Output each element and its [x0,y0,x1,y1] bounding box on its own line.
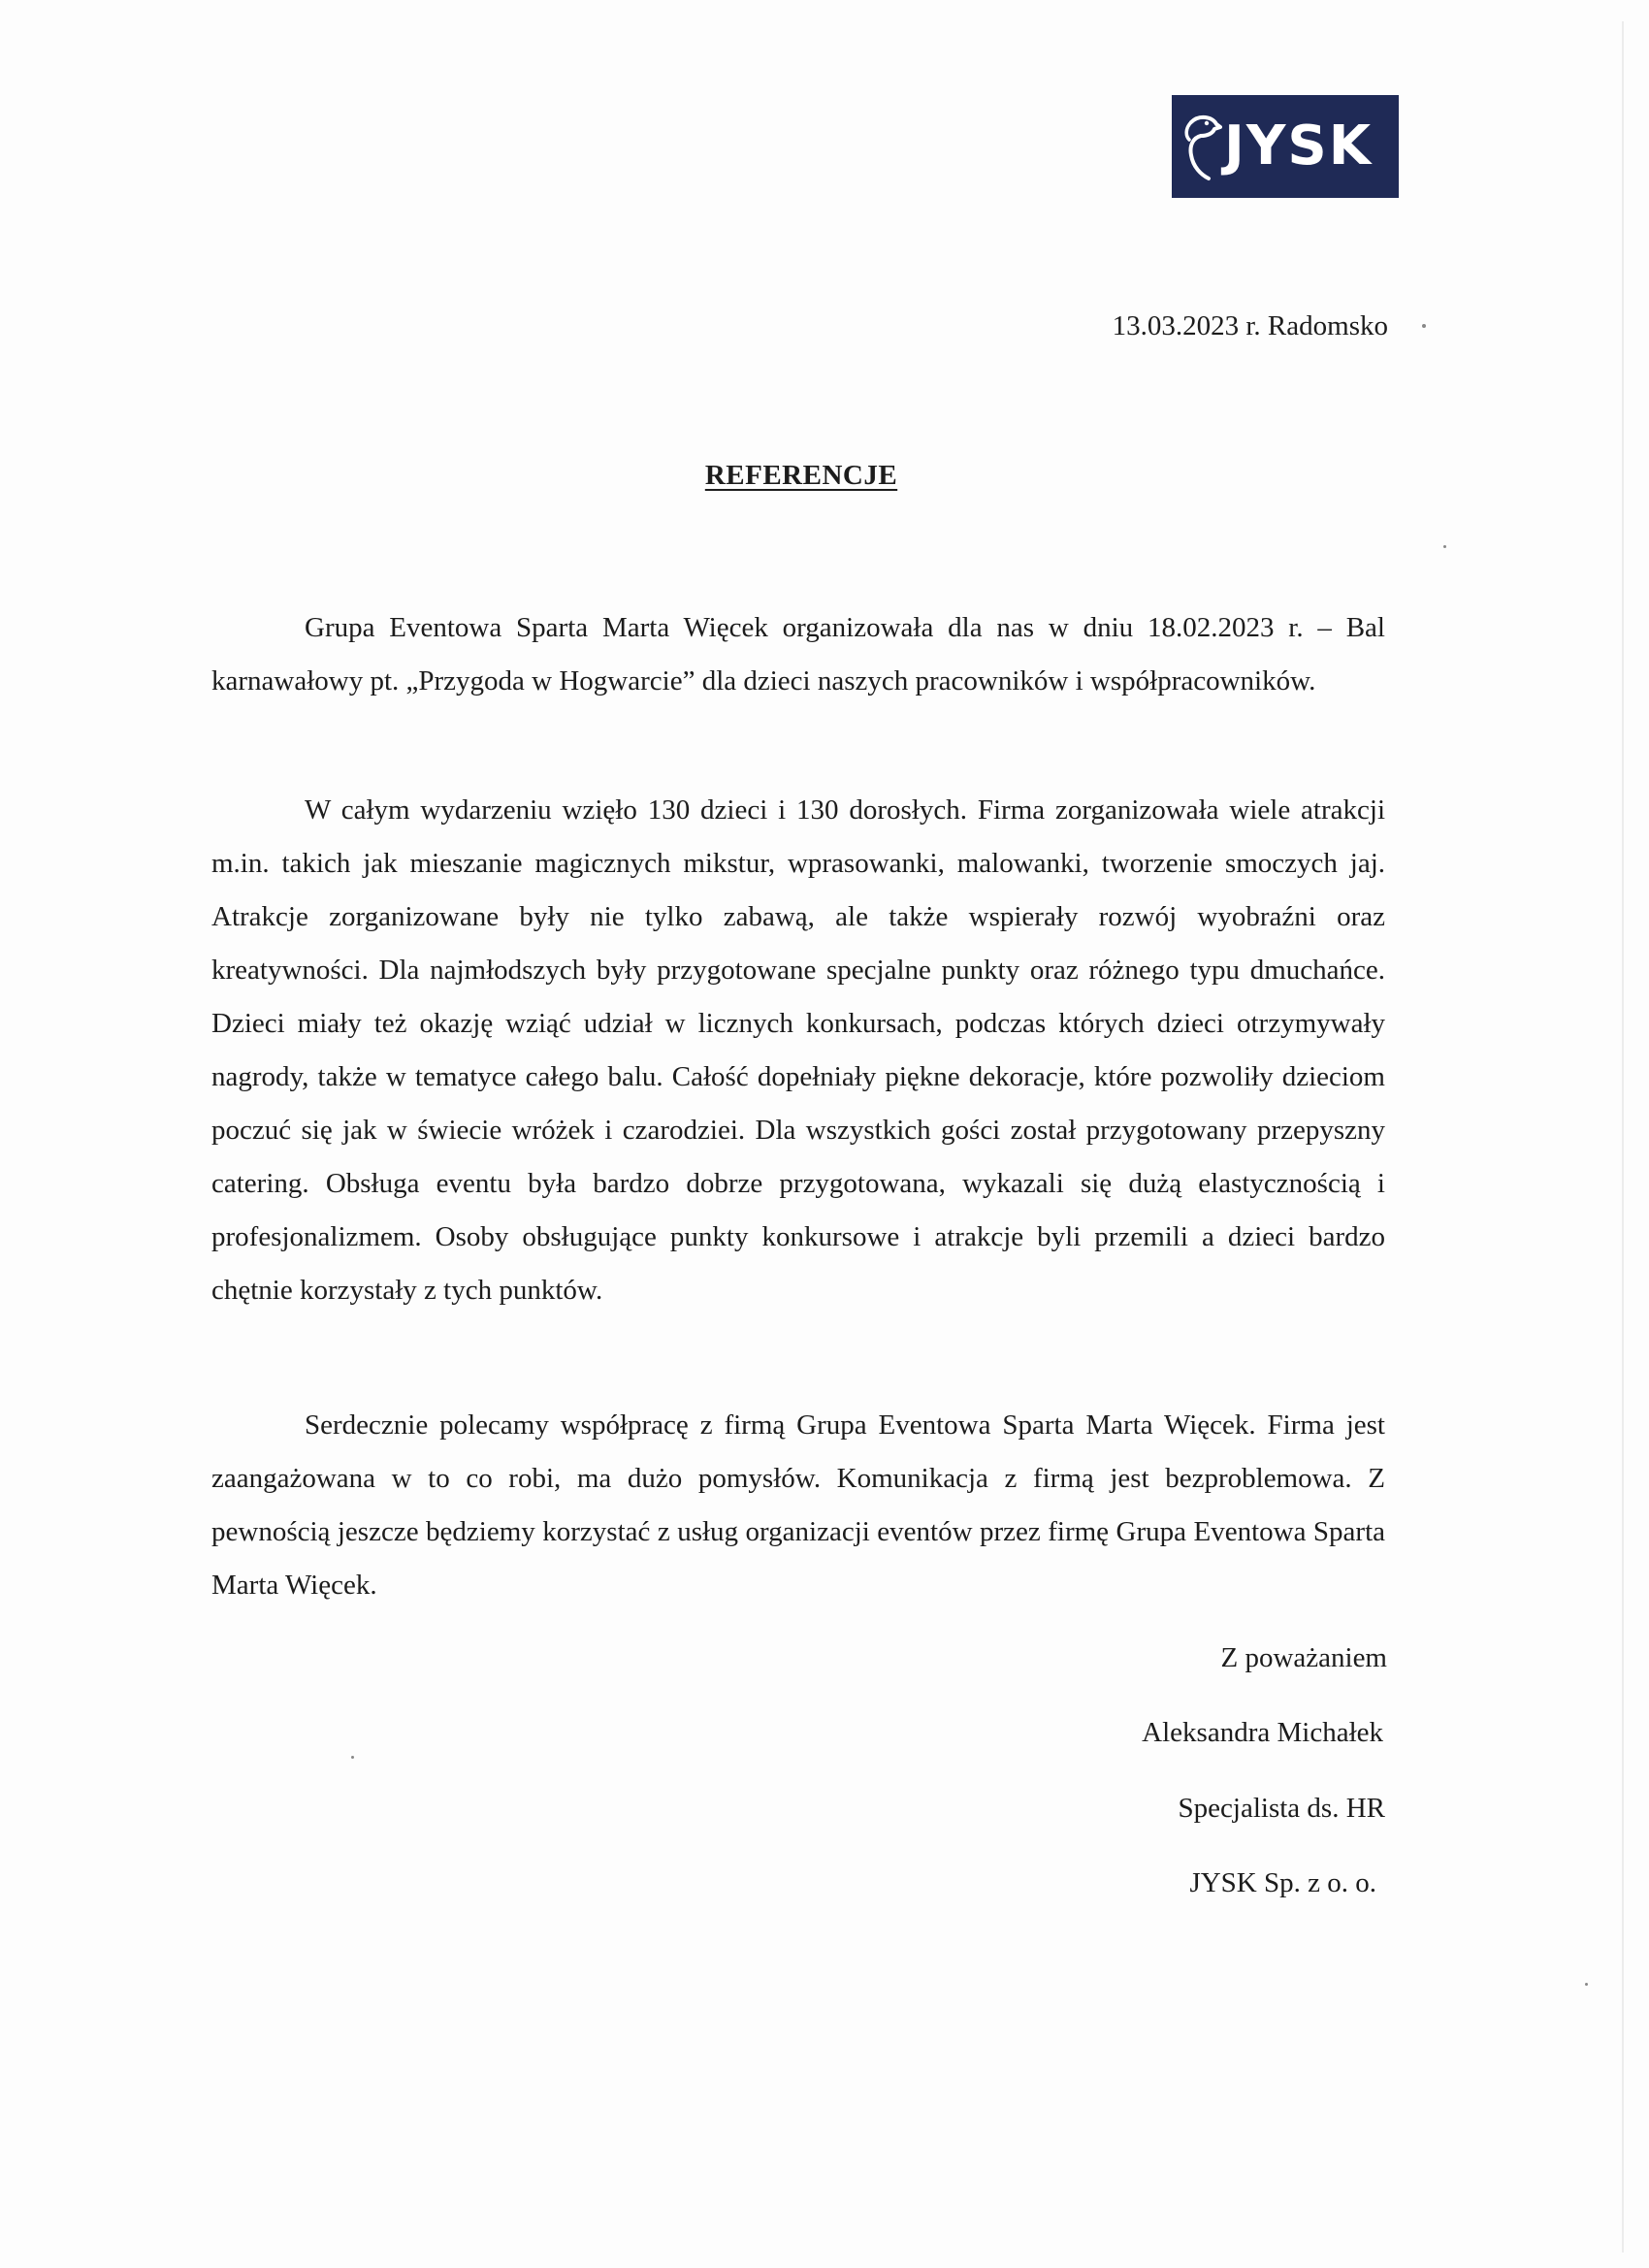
scan-speck [1422,324,1426,328]
scan-edge-line [1622,21,1624,2252]
body-paragraph-2 [211,784,1385,1317]
company-name: JYSK Sp. z o. o. [1189,1867,1376,1898]
paragraph-text: Grupa Eventowa Sparta Marta Więcek organizowała dla nas w dniu 18.02.2023 r. – Bal karnawałowy pt. „Przygoda w Hogwarcie” dla dzieci naszych pracowników i współpracowników. [211,612,1385,697]
scan-speck [1443,545,1446,548]
signer-role: Specjalista ds. HR [1178,1793,1385,1824]
paragraph-text: W całym wydarzeniu wzięło 130 dzieci i 130 dorosłych. Firma zorganizowała wiele atrakcji m.in. takich jak mieszanie magicznych mikstur, wprasowanki, malowanki, tworzenie smoczych jaj. Atrakcje zorganizowane były nie tylko zabawą, ale także wspierały rozwój wyobraźni oraz kreatywności. Dla najmłodszych były przygotowane specjalne punkty oraz różnego typu dmuchańce. Dzieci miały też okazję wziąć udział w licznych konkursach, podczas których dzieci otrzymywały nagrody, także w tematyce całego balu. Całość dopełniały piękne dekoracje, które pozwoliły dzieciom poczuć się jak w świecie wróżek i czarodziei. Dla wszystkich gości został przygotowany przepyszny catering. Obsługa eventu była bardzo dobrze przygotowana, wykazali się dużą elastycznością i profesjonalizmem. Osoby obsługujące punkty konkursowe i atrakcje byli przemili a dzieci bardzo chętnie korzystały z tych punktów. [211,794,1385,1306]
scan-speck [1585,1983,1588,1986]
logo-brand-text: JYSK [1224,114,1374,178]
document-title: REFERENCJE [704,460,898,491]
body-paragraph-3 [211,1399,1385,1612]
bird-icon [1180,111,1222,182]
paragraph-text: Serdecznie polecamy współpracę z firmą Grupa Eventowa Sparta Marta Więcek. Firma jest zaangażowana w to co robi, ma dużo pomysłów. Komunikacja z firmą jest bezproblemowa. Z pewnością jeszcze będziemy korzystać z usług organizacji eventów przez firmę Grupa Eventowa Sparta Marta Więcek. [211,1409,1385,1601]
date-place: 13.03.2023 r. Radomsko [1112,310,1388,341]
jysk-logo [1172,95,1399,198]
signer-name: Aleksandra Michałek [1142,1717,1383,1748]
closing-salutation: Z poważaniem [1220,1642,1387,1673]
body-paragraph-1 [211,601,1385,708]
scan-speck [351,1756,354,1759]
